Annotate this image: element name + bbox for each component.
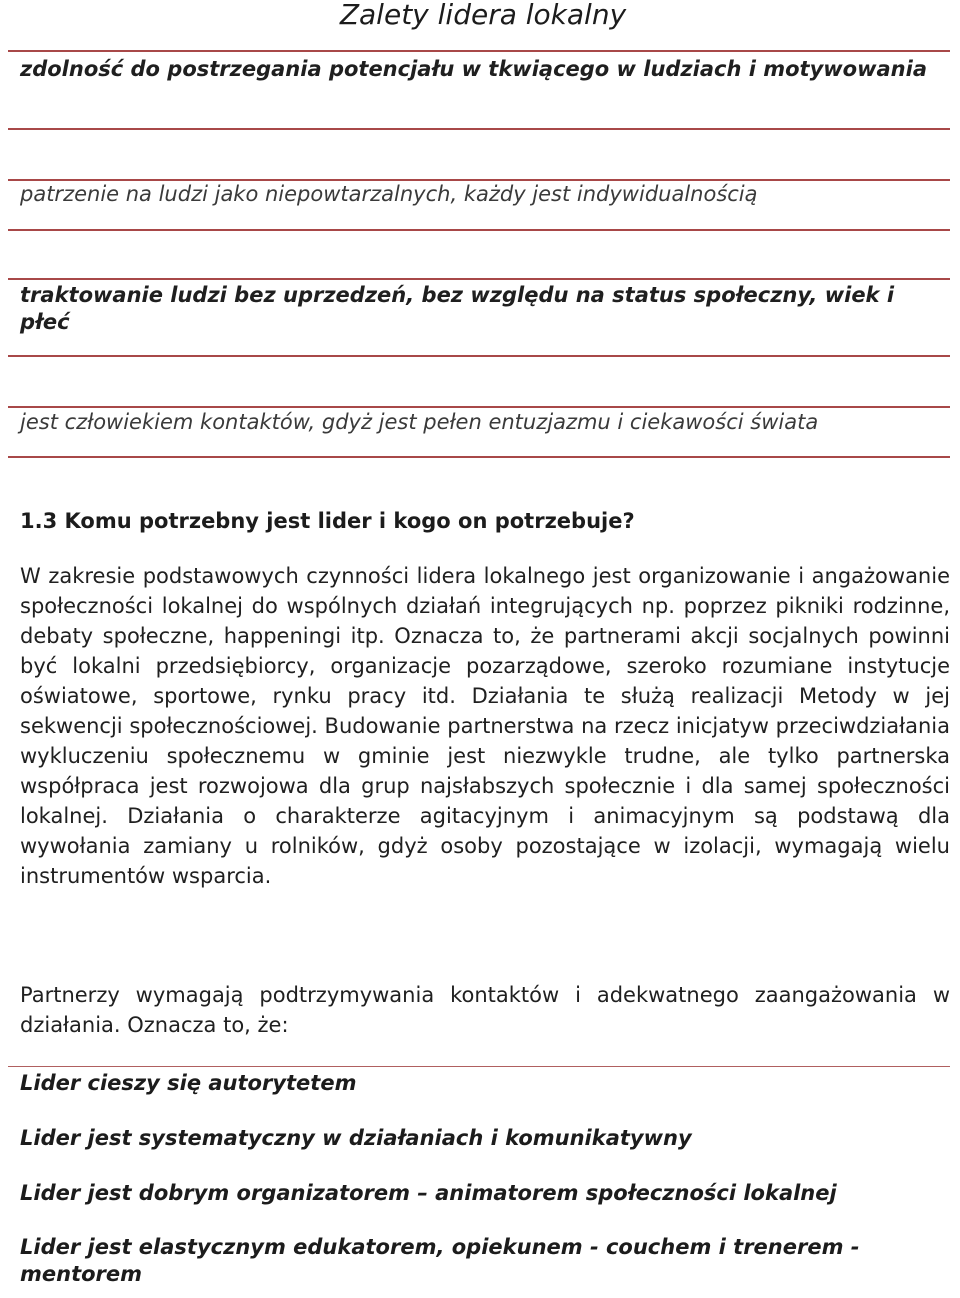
quality-item-1: zdolność do postrzegania potencjału w tkwiącego w ludziach i motywowania	[20, 57, 927, 81]
box-bottom-line	[8, 456, 950, 458]
body-paragraph-2: Partnerzy wymagają podtrzymywania kontaktów i adekwatnego zaangażowania w działania. Oznacza to, że:	[20, 983, 950, 1037]
box-top-line	[8, 406, 950, 408]
leader-trait-3: Lider jest dobrym organizatorem – animatorem społeczności lokalnej	[20, 1181, 837, 1205]
leader-trait-2: Lider jest systematyczny w działaniach i komunikatywny	[20, 1126, 692, 1150]
box-top-line	[8, 278, 950, 280]
section-heading: 1.3 Komu potrzebny jest lider i kogo on potrzebuje?	[20, 509, 635, 533]
traits-top-line	[8, 1066, 950, 1067]
quality-item-2: patrzenie na ludzi jako niepowtarzalnych, każdy jest indywidualnością	[20, 182, 758, 206]
page-title: Zalety lidera lokalny	[339, 0, 627, 31]
quality-item-3: traktowanie ludzi bez uprzedzeń, bez względu na status społeczny, wiek i płeć	[20, 283, 895, 334]
box-bottom-line	[8, 229, 950, 231]
quality-item-4: jest człowiekiem kontaktów, gdyż jest pełen entuzjazmu i ciekawości świata	[20, 410, 819, 434]
box-top-line	[8, 50, 950, 52]
leader-trait-1: Lider cieszy się autorytetem	[20, 1071, 357, 1095]
body-paragraph-1: W zakresie podstawowych czynności lidera lokalnego jest organizowanie i angażowanie społeczności lokalnej do wspólnych działań integrujących np. poprzez pikniki rodzinne, debaty społeczne, happeningi itp. Oznacza to, że partnerami akcji socjalnych powinni być lokalni przedsiębiorcy, organizacje pozarządowe, szeroko rozumiane instytucje oświatowe, sportowe, rynku pracy itd. Działania te służą realizacji Metody w jej sekwencji społecznościowej. Budowanie partnerstwa na rzecz inicjatyw przeciwdziałania wykluczeniu społecznemu w gminie jest niezwykle trudne, ale tylko partnerska współpraca jest rozwojowa dla grup najsłabszych społecznie i dla samej społeczności lokalnej. Działania o charakterze agitacyjnym i animacyjnym są podstawą dla wywołania zamiany u rolników, gdyż osoby pozostające w izolacji, wymagają wielu instrumentów wsparcia.	[20, 564, 950, 888]
leader-trait-4: Lider jest elastycznym edukatorem, opiekunem - couchem i trenerem - mentorem	[20, 1235, 860, 1286]
box-bottom-line	[8, 355, 950, 357]
box-bottom-line	[8, 128, 950, 130]
